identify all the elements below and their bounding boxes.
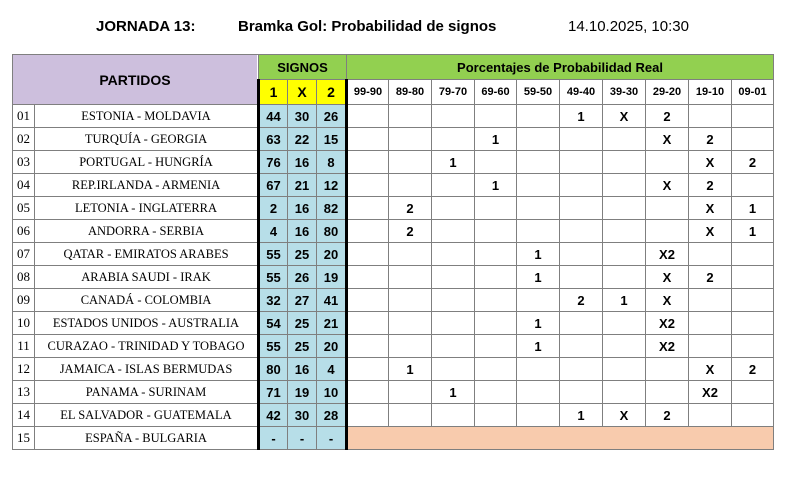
prob-2: - [317, 427, 347, 450]
match-name: CANADÁ - COLOMBIA [35, 289, 259, 312]
prob-1: 4 [259, 220, 288, 243]
prob-1: 55 [259, 335, 288, 358]
table-row [13, 105, 774, 128]
range-cell [475, 105, 517, 128]
prob-2: 19 [317, 266, 347, 289]
range-cell [603, 128, 646, 151]
range-cell [347, 404, 389, 427]
range-cell: 2 [732, 151, 774, 174]
match-name: REP.IRLANDA - ARMENIA [35, 174, 259, 197]
table-row [13, 151, 774, 174]
range-cell [603, 174, 646, 197]
prob-2: 12 [317, 174, 347, 197]
range-cell [689, 243, 732, 266]
table-row [13, 197, 774, 220]
prob-2: 28 [317, 404, 347, 427]
match-number: 07 [13, 243, 35, 266]
range-cell [475, 404, 517, 427]
range-header: 69-60 [475, 80, 517, 105]
range-cell [347, 266, 389, 289]
table-row [13, 289, 774, 312]
prob-x: 30 [288, 105, 317, 128]
table-row [13, 381, 774, 404]
range-cell [517, 358, 560, 381]
prob-1: 55 [259, 243, 288, 266]
match-number: 10 [13, 312, 35, 335]
range-cell [475, 220, 517, 243]
match-number: 12 [13, 358, 35, 381]
range-cell [475, 358, 517, 381]
prob-2: 10 [317, 381, 347, 404]
range-cell [475, 197, 517, 220]
range-cell [732, 312, 774, 335]
table-row [13, 266, 774, 289]
match-number: 09 [13, 289, 35, 312]
range-cell [475, 266, 517, 289]
range-cell: 2 [389, 220, 432, 243]
table-row [13, 358, 774, 381]
match-name: TURQUÍA - GEORGIA [35, 128, 259, 151]
range-cell [560, 381, 603, 404]
range-cell [347, 197, 389, 220]
range-cell: 2 [689, 266, 732, 289]
prob-2: 26 [317, 105, 347, 128]
range-cell [517, 404, 560, 427]
range-cell [646, 381, 689, 404]
range-cell [603, 197, 646, 220]
range-cell [432, 128, 475, 151]
range-cell [517, 151, 560, 174]
range-cell [347, 381, 389, 404]
table-row [13, 312, 774, 335]
prob-1: 67 [259, 174, 288, 197]
range-cell [732, 128, 774, 151]
range-header: 19-10 [689, 80, 732, 105]
range-cell [389, 151, 432, 174]
range-cell: X [646, 266, 689, 289]
range-cell: 2 [389, 197, 432, 220]
range-cell [347, 220, 389, 243]
range-cell [347, 335, 389, 358]
range-cell [347, 358, 389, 381]
range-cell [560, 128, 603, 151]
range-cell [732, 289, 774, 312]
range-cell [347, 312, 389, 335]
prob-x: 16 [288, 197, 317, 220]
range-cell: 1 [475, 128, 517, 151]
range-cell [389, 289, 432, 312]
match-name: ANDORRA - SERBIA [35, 220, 259, 243]
range-cell [732, 174, 774, 197]
range-cell [560, 151, 603, 174]
match-name: CURAZAO - TRINIDAD Y TOBAGO [35, 335, 259, 358]
table-row [13, 427, 774, 450]
range-cell [732, 381, 774, 404]
range-cell [432, 312, 475, 335]
match-name: QATAR - EMIRATOS ARABES [35, 243, 259, 266]
prob-x: 30 [288, 404, 317, 427]
range-cell: 1 [732, 220, 774, 243]
range-cell [603, 151, 646, 174]
range-cell: 2 [646, 105, 689, 128]
range-cell: 1 [732, 197, 774, 220]
matches-body [13, 105, 774, 450]
range-cell: 1 [517, 243, 560, 266]
range-cell [603, 266, 646, 289]
range-cell [560, 266, 603, 289]
range-cell [432, 220, 475, 243]
range-cell [389, 335, 432, 358]
sign-label-1: 1 [259, 80, 288, 105]
range-cell [646, 197, 689, 220]
range-cell [646, 358, 689, 381]
range-cell: 1 [432, 381, 475, 404]
prob-x: 16 [288, 358, 317, 381]
prob-x: - [288, 427, 317, 450]
table-row [13, 220, 774, 243]
range-cell [603, 381, 646, 404]
prob-2: 80 [317, 220, 347, 243]
range-header: 39-30 [603, 80, 646, 105]
match-number: 04 [13, 174, 35, 197]
range-cell [732, 404, 774, 427]
range-header: 09-01 [732, 80, 774, 105]
range-cell [517, 381, 560, 404]
prob-1: - [259, 427, 288, 450]
range-cell [389, 128, 432, 151]
range-cell [560, 358, 603, 381]
range-header: 99-90 [347, 80, 389, 105]
range-cell: X2 [646, 335, 689, 358]
match-name: ARABIA SAUDI - IRAK [35, 266, 259, 289]
range-cell [432, 289, 475, 312]
range-cell: 1 [432, 151, 475, 174]
range-cell: 1 [517, 335, 560, 358]
prob-x: 21 [288, 174, 317, 197]
range-cell: X2 [646, 312, 689, 335]
range-cell: X [689, 220, 732, 243]
range-cell: 1 [517, 312, 560, 335]
range-cell: X [689, 197, 732, 220]
prob-x: 25 [288, 312, 317, 335]
range-cell [432, 335, 475, 358]
range-cell [347, 105, 389, 128]
range-cell: X [646, 128, 689, 151]
match-number: 01 [13, 105, 35, 128]
range-cell: X2 [646, 243, 689, 266]
signos-header: SIGNOS [259, 55, 347, 80]
range-cell [475, 243, 517, 266]
range-cell [560, 335, 603, 358]
range-cell: 1 [603, 289, 646, 312]
prob-2: 41 [317, 289, 347, 312]
prob-2: 4 [317, 358, 347, 381]
range-cell [432, 105, 475, 128]
range-cell: 1 [560, 105, 603, 128]
match-number: 06 [13, 220, 35, 243]
prob-1: 55 [259, 266, 288, 289]
prob-1: 2 [259, 197, 288, 220]
match-name: JAMAICA - ISLAS BERMUDAS [35, 358, 259, 381]
prob-1: 76 [259, 151, 288, 174]
range-cell [389, 174, 432, 197]
prob-x: 16 [288, 220, 317, 243]
prob-1: 71 [259, 381, 288, 404]
range-cell [432, 243, 475, 266]
range-cell: X2 [689, 381, 732, 404]
match-name: ESTONIA - MOLDAVIA [35, 105, 259, 128]
range-cell: 2 [732, 358, 774, 381]
probability-table [12, 54, 774, 450]
match-number: 03 [13, 151, 35, 174]
range-cell [432, 197, 475, 220]
range-header: 49-40 [560, 80, 603, 105]
range-cell [347, 174, 389, 197]
range-cell [689, 105, 732, 128]
match-name: ESTADOS UNIDOS - AUSTRALIA [35, 312, 259, 335]
range-cell: 1 [389, 358, 432, 381]
range-cell [517, 289, 560, 312]
range-header: 29-20 [646, 80, 689, 105]
range-cell [475, 335, 517, 358]
range-cell [560, 220, 603, 243]
range-cell [517, 105, 560, 128]
range-cell: 2 [689, 174, 732, 197]
range-cell [475, 151, 517, 174]
match-number: 02 [13, 128, 35, 151]
range-cell: 1 [560, 404, 603, 427]
match-number: 08 [13, 266, 35, 289]
range-header: 89-80 [389, 80, 432, 105]
range-cell [689, 289, 732, 312]
prob-1: 80 [259, 358, 288, 381]
range-cell: X [603, 404, 646, 427]
match-name: EL SALVADOR - GUATEMALA [35, 404, 259, 427]
range-cell [517, 174, 560, 197]
range-header: 59-50 [517, 80, 560, 105]
prob-x: 26 [288, 266, 317, 289]
range-cell [389, 312, 432, 335]
jornada-label: JORNADA 13: [96, 18, 196, 35]
range-cell [347, 128, 389, 151]
match-number: 13 [13, 381, 35, 404]
range-cell: X [689, 151, 732, 174]
range-cell [732, 335, 774, 358]
range-cell [517, 220, 560, 243]
range-cell [347, 151, 389, 174]
range-cell [603, 220, 646, 243]
range-cell [560, 174, 603, 197]
range-cell: 1 [475, 174, 517, 197]
prob-2: 15 [317, 128, 347, 151]
range-cell [389, 243, 432, 266]
range-cell: X [689, 358, 732, 381]
table-row [13, 404, 774, 427]
prob-x: 19 [288, 381, 317, 404]
range-cell [689, 335, 732, 358]
pending-range-area [347, 427, 774, 450]
sign-label-x: X [288, 80, 317, 105]
sign-label-2: 2 [317, 80, 347, 105]
range-cell: 2 [646, 404, 689, 427]
range-cell [732, 266, 774, 289]
range-cell [347, 243, 389, 266]
range-cell [432, 358, 475, 381]
prob-2: 21 [317, 312, 347, 335]
match-number: 11 [13, 335, 35, 358]
range-cell [646, 220, 689, 243]
range-cell [517, 197, 560, 220]
prob-2: 8 [317, 151, 347, 174]
range-cell: 1 [517, 266, 560, 289]
match-number: 05 [13, 197, 35, 220]
range-cell [603, 358, 646, 381]
range-cell [389, 381, 432, 404]
prob-1: 42 [259, 404, 288, 427]
range-cell [517, 128, 560, 151]
range-cell [603, 243, 646, 266]
prob-2: 82 [317, 197, 347, 220]
range-cell [347, 289, 389, 312]
table-row [13, 243, 774, 266]
range-cell [475, 289, 517, 312]
range-header: 79-70 [432, 80, 475, 105]
prob-x: 16 [288, 151, 317, 174]
date-time: 14.10.2025, 10:30 [568, 18, 689, 35]
match-number: 15 [13, 427, 35, 450]
range-cell [689, 404, 732, 427]
range-cell [689, 312, 732, 335]
range-cell [732, 105, 774, 128]
match-name: PANAMA - SURINAM [35, 381, 259, 404]
range-cell [475, 381, 517, 404]
table-row [13, 335, 774, 358]
range-cell [603, 335, 646, 358]
range-cell [389, 266, 432, 289]
range-cell [432, 404, 475, 427]
prob-1: 63 [259, 128, 288, 151]
partidos-header: PARTIDOS [13, 55, 259, 105]
prob-x: 25 [288, 335, 317, 358]
percentages-header: Porcentajes de Probabilidad Real [347, 55, 774, 80]
range-cell: 2 [689, 128, 732, 151]
range-cell: X [646, 289, 689, 312]
prob-2: 20 [317, 243, 347, 266]
range-cell [389, 105, 432, 128]
range-cell: X [646, 174, 689, 197]
match-name: PORTUGAL - HUNGRÍA [35, 151, 259, 174]
range-cell [432, 174, 475, 197]
range-cell [560, 197, 603, 220]
range-cell: X [603, 105, 646, 128]
range-cell: 2 [560, 289, 603, 312]
range-cell [432, 266, 475, 289]
prob-1: 32 [259, 289, 288, 312]
prob-2: 20 [317, 335, 347, 358]
table-row [13, 128, 774, 151]
prob-x: 25 [288, 243, 317, 266]
prob-1: 44 [259, 105, 288, 128]
range-cell [603, 312, 646, 335]
prob-1: 54 [259, 312, 288, 335]
range-cell [389, 404, 432, 427]
range-cell [475, 312, 517, 335]
table-row [13, 174, 774, 197]
page-title: Bramka Gol: Probabilidad de signos [238, 18, 497, 35]
range-cell [560, 243, 603, 266]
match-name: LETONIA - INGLATERRA [35, 197, 259, 220]
prob-x: 22 [288, 128, 317, 151]
range-cell [732, 243, 774, 266]
match-number: 14 [13, 404, 35, 427]
range-cell [560, 312, 603, 335]
match-name: ESPAÑA - BULGARIA [35, 427, 259, 450]
range-cell [646, 151, 689, 174]
prob-x: 27 [288, 289, 317, 312]
